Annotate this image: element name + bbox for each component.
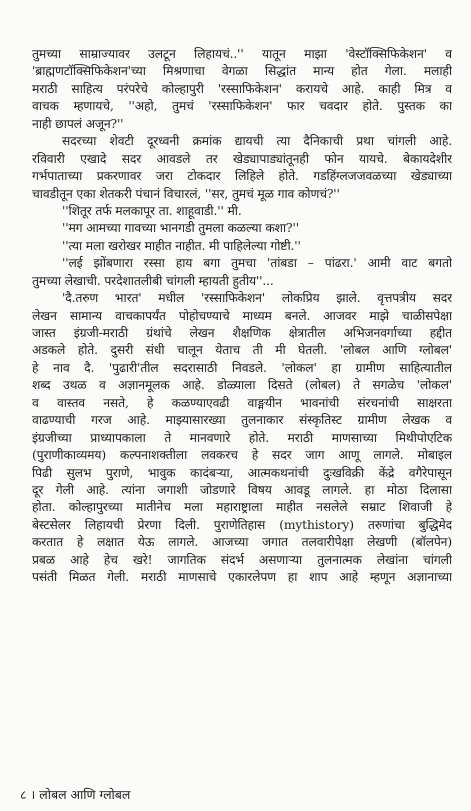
text-line: 'दै.तरुण भारत' मधील 'रस्साफिकेशन' लोकप्रिय झाले. वृत्तपत्रीय सदर (62, 291, 452, 306)
text-line: इंग्रजीच्या प्राध्यापकाला ते मानवणारे होते. मराठी माणसाच्या मिथीपोएटिक (32, 430, 452, 445)
text-line: वाचक म्हणायचे, ''अहो, तुमचं 'रस्साफिकेशन' फार चवदार होते. पुस्तक का (32, 99, 452, 114)
text-line: तुमच्या साम्राज्यावर उलटून लिहायचं..'' यातून माझा 'वेस्टॉक्सिफिकेशन' व (32, 47, 452, 61)
text-line: अडकले होते. दुसरी संधी चालून येताच ती मी घेतली. 'लोबल आणि ग्लोबल' (32, 343, 452, 358)
text-line: शब्द उथळ व अज्ञानमूलक आहे. डोळ्याला दिसते (लोबल) ते सगळेच 'लोकल' (32, 378, 452, 393)
text-line: दूर गेली आहे. त्यांना जगाशी जोडणारे विषय आवडू लागले. हा मोठा दिलासा (32, 482, 452, 497)
text-line: करतात हे लक्षात येऊ लागले. आजच्या जगात तलवारीपेक्षा लेखणी (बॉलपेन) (32, 535, 452, 550)
text-line: जास्त इंग्रजी-मराठी ग्रंथांचे लेखन शैक्षणिक क्षेत्रातील अभिजनवर्गाच्या हद्दीत (32, 326, 452, 340)
text-line: पसंती मिळत गेली. मराठी माणसाचे एकारलेपण हा शाप आहे म्हणून अज्ञानाच्या (32, 570, 452, 585)
dialogue-line: ''लई झोंबणारा रस्सा हाय बगा तुमचा 'तांबडा – पांढरा.' आमी वाट बगतो (62, 256, 452, 271)
text-line: गर्भपाताच्या प्रकरणावर जरा टोकदार लिहिले होते. गडहिंग्लजजवळच्या खेड्याच्या (32, 169, 452, 184)
text-line: प्रबळ आहे हेच खरे! जागतिक संदर्भ असणाऱ्या तुलनात्मक लेखांना चांगली (32, 552, 452, 567)
text-line: तुमच्या लेखाची. परदेशातलीबी चांगली म्हायती हुतीय''... (32, 273, 274, 288)
body-text (32, 46, 452, 587)
text-line: (पुराणीकाव्यमय) कल्पनाशक्तीला लवकरच हे सदर जाग आणू लागले. मोबाइल (32, 448, 452, 463)
dialogue-line: ''त्या मला खरोखर माहीत नाहीत. मी पाहिलेल्या गोष्टी.'' (62, 238, 301, 253)
text-line: सदरच्या शेवटी दूरध्वनी क्रमांक द्यायची त्या दैनिकाची प्रथा चांगली आहे. (62, 134, 452, 149)
text-line: लेखन सामान्य वाचकापर्यंत पोहोचण्याचे माध्यम बनले. आजवर माझे चाळीसपेक्षा (32, 308, 452, 323)
dialogue-line: ''मग आमच्या गावच्या भानगडी तुमला कळल्या कशा?'' (62, 221, 299, 236)
text-line: वाढण्याची गरज आहे. माझ्यासारख्या तुलनाकार संस्कृतिस्ट ग्रामीण लेखक व (32, 413, 452, 428)
dialogue-line: ''शितूर तर्फ मलकापूर ता. शाहूवाडी.'' मी. (62, 203, 242, 218)
running-title: लोबल आणि ग्लोबल (39, 787, 131, 802)
text-line: होता. कोल्हापुरच्या मातीनेच मला महाराष्ट्राला माहीत नसलेले सम्राट शिवाजी हे (32, 500, 452, 515)
page-number: ८ (20, 787, 27, 802)
text-line: चावडीतून एका शेतकरी पंचानं विचारलं, ''सर, तुमचं मूळ गाव कोणचं?'' (32, 186, 340, 201)
footer-separator: । (30, 787, 36, 802)
page-footer (20, 786, 130, 803)
text-line: नाही छापलं अजून?'' (32, 116, 124, 131)
text-line: रविवारी एखादे सदर आवडले तर खेड्यापाड्यांतूनही फोन यायचे. बेकायदेशीर (32, 151, 452, 166)
text-line: मराठी साहित्य परंपरेचे कोल्हापुरी 'रस्साफिकेशन' करायचे आहे. काही मित्र व (32, 81, 452, 96)
text-line: पिढी सुलभ पुराणे, भावुक कादंबऱ्या, आत्मकथनांची दुःखविक्री केंद्रे वगैरेपासून (32, 465, 452, 480)
text-line: बेस्टसेलर लिहायची प्रेरणा दिली. पुराणेतिहास (mythistory) तरुणांचा बुद्धिमेद (32, 517, 452, 532)
text-line: 'ब्राह्मणटॉक्सिफिकेशन'च्या मिश्रणाचा वेगळा सिद्धांत मान्य होत गेला. मलाही (32, 64, 452, 79)
text-line: व वास्तव नसते, हे कळण्याएवढी वाङ्मयीन भावनांची संरचनांची साक्षरता (32, 395, 452, 410)
text-line: हे नाव दै. 'पुढारी'तील सदरासाठी निवडले. 'लोकल' हा ग्रामीण साहित्यातील (32, 360, 452, 375)
